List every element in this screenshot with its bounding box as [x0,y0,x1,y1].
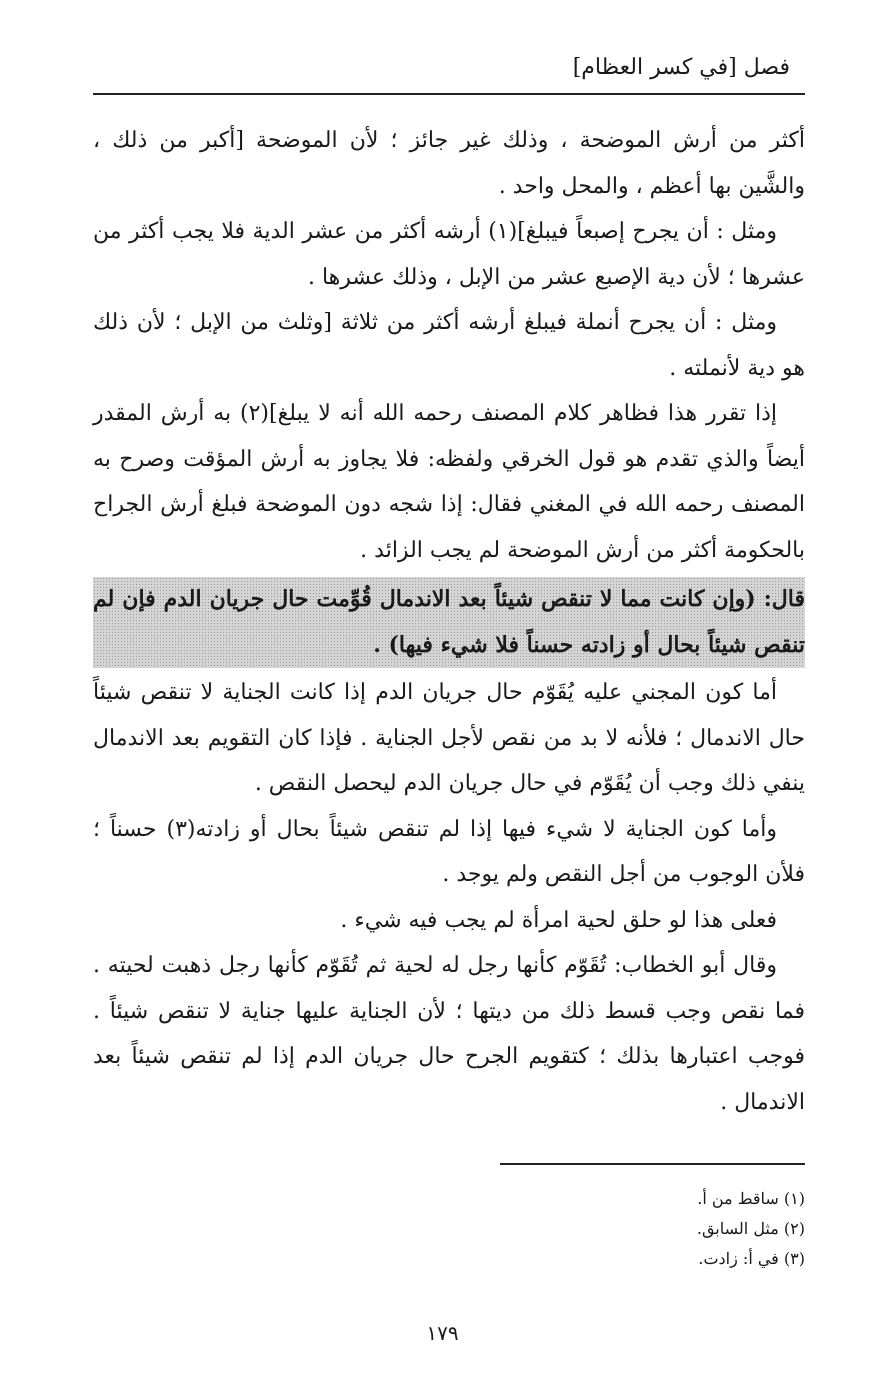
footnote-divider [500,1163,805,1165]
main-text [93,118,805,1125]
quoted-matn-highlight: قال: (وإن كانت مما لا تنقص شيئاً بعد الاندمال قُوِّمت حال جريان الدم فإن لم تنقص شيئاً بحال أو زادته حسناً فلا شيء فيها) . [93,577,805,668]
paragraph: وقال أبو الخطاب: تُقَوّم كأنها رجل له لحية ثم تُقَوّم كأنها رجل ذهبت لحيته . فما نقص وجب قسط ذلك من ديتها ؛ لأن الجناية عليها جناية لا تنقص شيئاً . فوجب اعتبارها بذلك ؛ كتقويم الجرح حال جريان الدم إذا لم تنقص شيئاً بعد الاندمال . [93,953,805,1115]
footnote: (٣) في أ: زادت. [698,1249,805,1268]
footnotes [697,1184,805,1274]
paragraph: أكثر من أرش الموضحة ، وذلك غير جائز ؛ لأن الموضحة [أكبر من ذلك ، والشَّين بها أعظم ، والمحل واحد . [93,128,805,199]
page-number: ١٧٩ [426,1321,459,1345]
paragraph: إذا تقرر هذا فظاهر كلام المصنف رحمه الله أنه لا يبلغ](٢) به أرش المقدر أيضاً والذي تقدم هو قول الخرقي ولفظه: فلا يجاوز به أرش المؤقت وصرح به المصنف رحمه الله في المغني فقال: إذا شجه دون الموضحة فبلغ أرش الجراح بالحكومة أكثر من أرش الموضحة لم يجب الزائد . [93,401,805,563]
running-title: فصل [في كسر العظام] [572,55,790,80]
footnote: (٢) مثل السابق. [696,1219,805,1238]
paragraph: ومثل : أن يجرح أنملة فيبلغ أرشه أكثر من ثلاثة [وثلث من الإبل ؛ لأن ذلك هو دية لأنملته . [93,310,805,381]
paragraph: أما كون المجني عليه يُقَوّم حال جريان الدم إذا كانت الجناية لا تنقص شيئاً حال الاندمال ؛ فلأنه لا بد من نقص لأجل الجناية . فإذا كان التقويم بعد الاندمال ينفي ذلك وجب أن يُقَوّم في حال جريان الدم ليحصل النقص . [93,680,805,796]
footnote: (١) ساقط من أ. [697,1189,805,1208]
paragraph: وأما كون الجناية لا شيء فيها إذا لم تنقص شيئاً بحال أو زادته(٣) حسناً ؛ فلأن الوجوب من أجل النقص ولم يوجد . [93,816,805,887]
header-divider [93,93,805,95]
paragraph: فعلى هذا لو حلق لحية امرأة لم يجب فيه شيء . [340,907,777,933]
paragraph: ومثل : أن يجرح إصبعاً فيبلغ](١) أرشه أكثر من عشر الدية فلا يجب أكثر من عشرها ؛ لأن دية الإصبع عشر من الإبل ، وذلك عشرها . [93,219,805,290]
